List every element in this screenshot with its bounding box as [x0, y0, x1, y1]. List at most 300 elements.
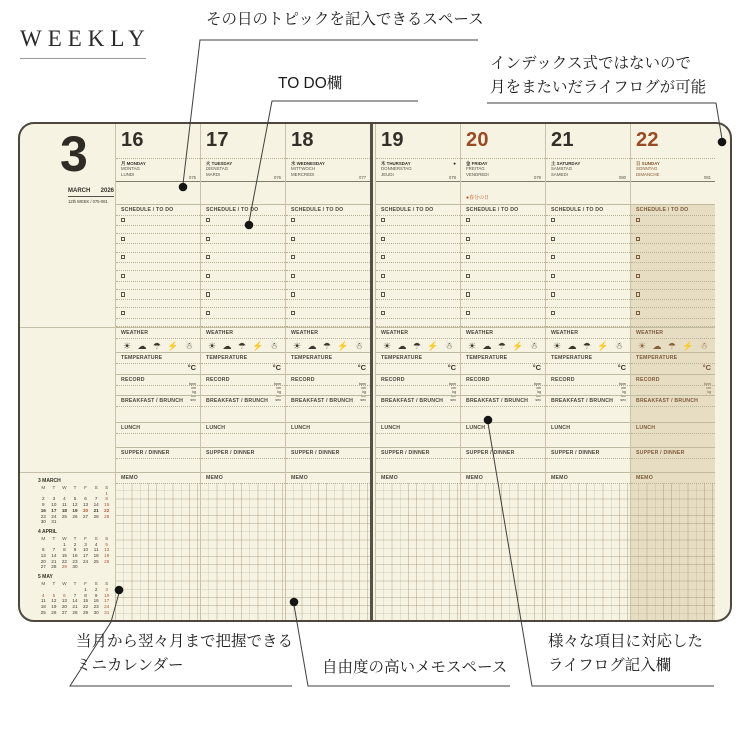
temperature-unit: °C — [702, 363, 711, 372]
page-left — [20, 124, 371, 620]
lightning-icon: ⚡ — [682, 340, 694, 351]
weather-label: WEATHER — [631, 328, 715, 339]
day-number: 18 — [291, 129, 314, 151]
mini-calendar-grid — [38, 581, 112, 615]
mini-calendars — [38, 478, 112, 619]
lightning-icon: ⚡ — [597, 340, 609, 351]
memo-grid — [546, 483, 630, 620]
calendar-day: 24 — [51, 513, 57, 519]
snowman-icon: ☃ — [699, 340, 708, 351]
calendar-day: 15 — [83, 598, 89, 604]
calendar-day: 12 — [104, 547, 110, 553]
day-name-fr: JEUDI — [381, 171, 394, 177]
todo-row-rule — [631, 318, 715, 319]
day-header — [286, 124, 370, 204]
sun-icon: ☀ — [383, 340, 392, 351]
calendar-day: 11 — [93, 547, 99, 553]
calendar-day: 18 — [40, 603, 46, 609]
day-name-de: FREITAG — [466, 166, 485, 172]
lunch-section — [201, 422, 285, 447]
record-label: RECORD — [461, 375, 545, 386]
todo-checkbox — [636, 237, 640, 241]
title-underline — [20, 58, 146, 59]
topic-space — [201, 182, 285, 204]
todo-checkbox — [466, 311, 470, 315]
calendar-day: 5 — [105, 541, 108, 547]
temperature-label: TEMPERATURE — [546, 353, 630, 364]
calendar-day: 25 — [93, 558, 99, 564]
record-label: RECORD — [286, 375, 370, 386]
schedule-section — [461, 204, 545, 327]
calendar-day: 26 — [104, 558, 110, 564]
memo-label: MEMO — [201, 473, 285, 484]
calendar-day: 22 — [83, 603, 89, 609]
record-unit: sec — [620, 398, 626, 402]
weekday-header: M — [41, 535, 46, 541]
page-number: 076 — [274, 174, 281, 180]
calendar-day: 25 — [61, 513, 67, 519]
record-label: RECORD — [631, 375, 715, 386]
todo-row-rule — [631, 243, 715, 244]
todo-row-rule — [201, 299, 285, 300]
todo-row — [461, 234, 545, 253]
calendar-day: 5 — [73, 496, 77, 502]
annotation-minical — [76, 630, 293, 678]
todo-checkbox — [551, 237, 555, 241]
lunch-label: LUNCH — [631, 423, 715, 434]
day-kanji: 木 — [381, 161, 386, 166]
todo-checkbox — [291, 292, 295, 296]
temperature-section — [631, 352, 715, 374]
temperature-label: TEMPERATURE — [461, 353, 545, 364]
day-name-de: DONNERSTAG — [381, 166, 412, 172]
day-kanji: 金 — [466, 161, 471, 166]
day-name-en: SATURDAY — [556, 161, 581, 166]
topic-space — [461, 182, 545, 204]
weekday-header: T — [73, 485, 77, 490]
annotation-index — [490, 52, 706, 100]
weekday-header: W — [62, 485, 67, 490]
memo-grid — [376, 483, 460, 620]
calendar-day: 1 — [84, 586, 87, 592]
todo-checkbox — [636, 255, 640, 259]
record-unit: cm — [191, 386, 196, 390]
calendar-day: 10 — [51, 502, 57, 508]
calendar-day — [91, 519, 102, 525]
todo-checkbox — [291, 218, 295, 222]
supper-label: SUPPER / DINNER — [201, 448, 285, 459]
supper-section — [631, 447, 715, 472]
todo-row — [631, 234, 715, 253]
calendar-day: 14 — [93, 502, 99, 508]
todo-row-rule — [546, 281, 630, 282]
calendar-day: 2 — [42, 496, 45, 502]
todo-row-rule — [631, 262, 715, 263]
record-unit: kg — [277, 390, 281, 394]
todo-checkbox — [466, 255, 470, 259]
day-name-en: MONDAY — [126, 161, 146, 166]
calendar-day: 10 — [83, 547, 89, 553]
todo-checkbox — [466, 218, 470, 222]
mini-calendar-title: 5 MAY — [38, 574, 53, 581]
page-number: 078 — [449, 174, 456, 180]
breakfast-section — [286, 395, 370, 422]
calendar-day: 4 — [63, 496, 66, 502]
todo-row-rule — [461, 262, 545, 263]
sun-icon: ☀ — [123, 340, 132, 351]
todo-row-rule — [631, 299, 715, 300]
record-unit: km — [536, 394, 541, 398]
calendar-day: 16 — [40, 507, 46, 513]
day-name-fr: SAMEDI — [551, 171, 568, 177]
todo-row — [286, 308, 370, 327]
breakfast-label: BREAKFAST / BRUNCH — [286, 396, 370, 407]
todo-checkbox — [381, 311, 385, 315]
calendar-day: 8 — [105, 496, 108, 502]
schedule-label: SCHEDULE / TO DO — [286, 205, 370, 216]
todo-checkbox — [291, 274, 295, 278]
calendar-day: 1 — [63, 541, 66, 547]
day-name-en: FRIDAY — [471, 161, 488, 166]
calendar-day: 7 — [73, 592, 77, 598]
todo-row-rule — [116, 225, 200, 226]
lunch-label: LUNCH — [376, 423, 460, 434]
day-number: 21 — [551, 129, 574, 151]
todo-row — [116, 271, 200, 290]
record-unit: cm — [621, 386, 626, 390]
todo-row — [116, 234, 200, 253]
temperature-section — [286, 352, 370, 374]
todo-checkbox — [206, 311, 210, 315]
temperature-label: TEMPERATURE — [201, 353, 285, 364]
breakfast-section — [116, 395, 200, 422]
todo-checkbox — [551, 218, 555, 222]
record-unit: sec — [360, 398, 366, 402]
calendar-day: 20 — [61, 603, 67, 609]
record-label: RECORD — [201, 375, 285, 386]
lightning-icon: ⚡ — [337, 340, 349, 351]
calendar-day: 1 — [105, 490, 108, 496]
weather-icons — [376, 339, 460, 352]
sun-icon: ☀ — [638, 340, 647, 351]
day-name-fr: LUNDI — [121, 171, 135, 177]
calendar-day: 13 — [83, 502, 89, 508]
calendar-day: 2 — [73, 541, 77, 547]
todo-row — [461, 216, 545, 235]
weekday-header: S — [94, 581, 98, 587]
memo-section — [116, 472, 200, 620]
page-right — [375, 124, 730, 620]
todo-checkbox — [121, 292, 125, 296]
umbrella-icon: ☂ — [667, 340, 676, 351]
todo-row-rule — [376, 299, 460, 300]
todo-checkbox — [381, 292, 385, 296]
mini-calendar-grid — [38, 485, 112, 525]
temperature-section — [116, 352, 200, 374]
weather-icons — [286, 339, 370, 352]
calendar-day: 24 — [83, 558, 89, 564]
calendar-day: 17 — [104, 598, 110, 604]
todo-row-rule — [376, 262, 460, 263]
lightning-icon: ⚡ — [252, 340, 264, 351]
calendar-day: 22 — [104, 507, 110, 513]
record-unit: bpm — [274, 382, 281, 386]
record-label: RECORD — [546, 375, 630, 386]
calendar-day: 17 — [51, 507, 57, 513]
todo-checkbox — [206, 292, 210, 296]
temperature-unit: °C — [617, 363, 626, 372]
calendar-day: 24 — [104, 603, 110, 609]
todo-checkbox — [551, 292, 555, 296]
todo-row — [461, 290, 545, 309]
todo-checkbox — [636, 311, 640, 315]
day-kanji: 土 — [551, 161, 556, 166]
weather-label: WEATHER — [286, 328, 370, 339]
calendar-day: 3 — [105, 586, 108, 592]
sun-icon: ☀ — [208, 340, 217, 351]
annotation-topic-space: その日のトピックを記入できるスペース — [206, 11, 484, 28]
temperature-unit: °C — [272, 363, 281, 372]
temperature-unit: °C — [357, 363, 366, 372]
todo-checkbox — [206, 255, 210, 259]
todo-row — [461, 271, 545, 290]
breakfast-section — [631, 395, 715, 422]
calendar-day: 31 — [51, 519, 57, 525]
memo-section — [286, 472, 370, 620]
lunch-label: LUNCH — [461, 423, 545, 434]
record-unit: kg — [537, 390, 541, 394]
todo-row — [376, 216, 460, 235]
todo-checkbox — [121, 255, 125, 259]
todo-row-rule — [461, 318, 545, 319]
todo-row-rule — [286, 281, 370, 282]
calendar-day — [80, 519, 91, 525]
calendar-day: 14 — [51, 553, 57, 559]
calendar-day: 27 — [83, 513, 89, 519]
breakfast-label: BREAKFAST / BRUNCH — [546, 396, 630, 407]
weather-section — [631, 327, 715, 352]
calendar-day: 29 — [104, 513, 110, 519]
temperature-label: TEMPERATURE — [631, 353, 715, 364]
calendar-day: 13 — [40, 553, 46, 559]
todo-row — [286, 271, 370, 290]
todo-row — [546, 271, 630, 290]
day-name-en: TUESDAY — [211, 161, 233, 166]
schedule-section — [376, 204, 460, 327]
todo-row-rule — [286, 262, 370, 263]
day-names — [376, 159, 460, 181]
cloud-icon: ☁ — [567, 340, 577, 351]
day-names — [201, 159, 285, 181]
record-unit: km — [191, 394, 196, 398]
calendar-day: 23 — [72, 558, 78, 564]
todo-checkbox — [291, 237, 295, 241]
topic-space — [116, 182, 200, 204]
breakfast-label: BREAKFAST / BRUNCH — [376, 396, 460, 407]
supper-section — [546, 447, 630, 472]
todo-checkbox — [121, 218, 125, 222]
weekday-header: S — [105, 535, 109, 541]
calendar-day: 15 — [104, 502, 110, 508]
page-number: 075 — [189, 174, 196, 180]
todo-row-rule — [116, 281, 200, 282]
topic-space — [286, 182, 370, 204]
sun-icon: ☀ — [468, 340, 477, 351]
umbrella-icon: ☂ — [322, 340, 331, 351]
todo-checkbox — [466, 292, 470, 296]
weekday-header: F — [84, 485, 87, 490]
calendar-day: 18 — [93, 553, 99, 559]
calendar-day: 19 — [72, 507, 78, 513]
day-header — [461, 124, 545, 204]
memo-label: MEMO — [376, 473, 460, 484]
todo-row-rule — [631, 281, 715, 282]
temperature-unit: °C — [447, 363, 456, 372]
schedule-label: SCHEDULE / TO DO — [376, 205, 460, 216]
breakfast-section — [201, 395, 285, 422]
todo-row — [376, 253, 460, 272]
mini-calendar-grid — [38, 536, 112, 570]
calendar-day: 6 — [84, 496, 87, 502]
temperature-section — [201, 352, 285, 374]
topic-space — [546, 182, 630, 204]
todo-checkbox — [381, 274, 385, 278]
record-unit: cm — [451, 386, 456, 390]
record-unit: bpm — [189, 382, 196, 386]
calendar-day: 23 — [40, 513, 46, 519]
todo-row-rule — [546, 318, 630, 319]
month-header — [68, 188, 114, 204]
sun-icon: ☀ — [553, 340, 562, 351]
lunch-label: LUNCH — [201, 423, 285, 434]
mini-calendar-title: 3 MARCH — [38, 478, 61, 484]
calendar-day: 6 — [63, 592, 66, 598]
calendar-day: 9 — [42, 502, 45, 508]
todo-row-rule — [631, 225, 715, 226]
calendar-day: 21 — [72, 603, 78, 609]
todo-row — [546, 290, 630, 309]
day-name-de: MONTAG — [121, 166, 140, 172]
calendar-day: 8 — [84, 592, 87, 598]
schedule-label: SCHEDULE / TO DO — [116, 205, 200, 216]
day-name-fr: MERCREDI — [291, 171, 315, 177]
day-column-21 — [545, 124, 630, 620]
annotation-minical-line1: 当月から翌々月まで把握できる — [76, 633, 294, 650]
calendar-day — [59, 519, 70, 525]
todo-row-rule — [116, 299, 200, 300]
weekday-header: T — [73, 535, 77, 541]
memo-label: MEMO — [631, 473, 715, 484]
todo-row — [286, 253, 370, 272]
day-name-fr: MARDI — [206, 171, 221, 177]
todo-checkbox — [381, 218, 385, 222]
record-unit: sec — [450, 398, 456, 402]
snowman-icon: ☃ — [614, 340, 623, 351]
temperature-unit: °C — [532, 363, 541, 372]
record-unit: km — [361, 394, 366, 398]
todo-checkbox — [206, 218, 210, 222]
todo-row — [116, 308, 200, 327]
umbrella-icon: ☂ — [497, 340, 506, 351]
record-section — [631, 374, 715, 395]
calendar-day: 29 — [83, 609, 89, 615]
todo-row — [116, 253, 200, 272]
schedule-section — [286, 204, 370, 327]
weather-section — [286, 327, 370, 352]
cloud-icon: ☁ — [397, 340, 407, 351]
month-number: 3 — [60, 126, 88, 182]
memo-section — [376, 472, 460, 620]
annotation-todo: TO DO欄 — [278, 75, 343, 92]
todo-checkbox — [636, 292, 640, 296]
annotation-index-line2: 月をまたいだライフログが可能 — [490, 79, 707, 96]
weather-icons — [201, 339, 285, 352]
cloud-icon: ☁ — [137, 340, 147, 351]
day-column-22 — [630, 124, 715, 620]
week-info: 12th WEEK / 075-081 — [68, 198, 108, 204]
calendar-day: 25 — [40, 609, 46, 615]
weekday-header: T — [73, 581, 77, 587]
temperature-section — [376, 352, 460, 374]
todo-row — [201, 253, 285, 272]
umbrella-icon: ☂ — [237, 340, 246, 351]
calendar-day: 20 — [40, 558, 46, 564]
record-unit: bpm — [534, 382, 541, 386]
day-names — [116, 159, 200, 181]
supper-section — [461, 447, 545, 472]
todo-checkbox — [551, 274, 555, 278]
day-number: 22 — [636, 129, 659, 151]
annotation-minical-line2: ミニカレンダー — [76, 657, 184, 674]
todo-row-rule — [201, 262, 285, 263]
todo-row — [201, 308, 285, 327]
record-unit: cm — [536, 386, 541, 390]
todo-checkbox — [121, 237, 125, 241]
record-unit: kg — [192, 390, 196, 394]
calendar-day: 16 — [72, 553, 78, 559]
breakfast-section — [461, 395, 545, 422]
weekday-header: T — [52, 581, 56, 587]
calendar-day: 3 — [84, 541, 87, 547]
todo-checkbox — [121, 311, 125, 315]
memo-section — [201, 472, 285, 620]
record-unit: kg — [707, 390, 711, 394]
supper-label: SUPPER / DINNER — [116, 448, 200, 459]
todo-row — [376, 271, 460, 290]
day-header — [201, 124, 285, 204]
memo-section — [461, 472, 545, 620]
calendar-day — [80, 564, 91, 570]
lunch-label: LUNCH — [116, 423, 200, 434]
breakfast-label: BREAKFAST / BRUNCH — [116, 396, 200, 407]
supper-label: SUPPER / DINNER — [546, 448, 630, 459]
todo-row — [546, 253, 630, 272]
day-column-17 — [200, 124, 285, 620]
calendar-day: 5 — [52, 592, 56, 598]
weather-label: WEATHER — [546, 328, 630, 339]
topic-space — [631, 182, 715, 204]
day-kanji: 火 — [206, 161, 211, 166]
todo-row-rule — [286, 318, 370, 319]
todo-row — [631, 308, 715, 327]
supper-label: SUPPER / DINNER — [286, 448, 370, 459]
calendar-day — [101, 564, 112, 570]
day-name-en: WEDNESDAY — [296, 161, 325, 166]
todo-row — [376, 290, 460, 309]
cloud-icon: ☁ — [652, 340, 662, 351]
temperature-label: TEMPERATURE — [376, 353, 460, 364]
calendar-day: 21 — [93, 507, 99, 513]
